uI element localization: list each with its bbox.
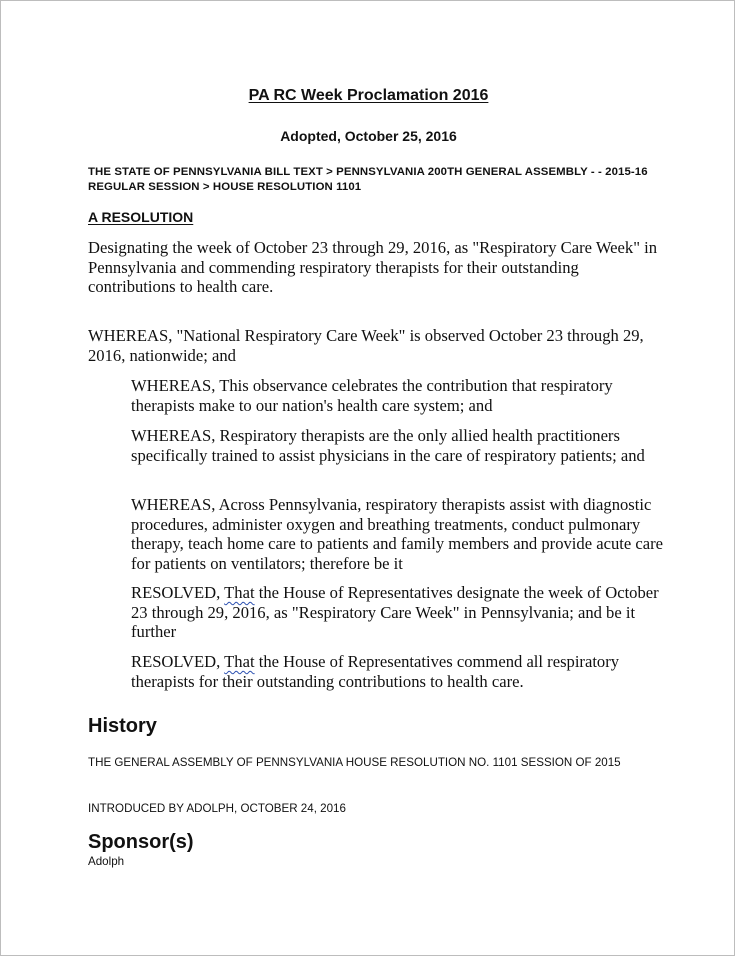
sponsor-name: Adolph <box>88 855 125 868</box>
adopted-date: Adopted, October 25, 2016 <box>280 128 457 144</box>
resolved-paragraph-1 <box>131 583 671 642</box>
bill-path: THE STATE OF PENNSYLVANIA BILL TEXT > PENNSYLVANIA 200TH GENERAL ASSEMBLY - - 2015-16 REGULAR SESSION > HOUSE RESOLUTION 1101 <box>88 166 648 193</box>
resolved-text: the House of Representatives commend all respiratory therapists for their outstanding contributions to health care. <box>131 652 620 691</box>
whereas-paragraph-2: WHEREAS, This observance celebrates the contribution that respiratory therapists make to our nation's health care system; and <box>131 376 613 415</box>
resolved-prefix: RESOLVED, <box>131 583 225 602</box>
whereas-paragraph-4: WHEREAS, Across Pennsylvania, respiratory therapists assist with diagnostic procedures, administer oxygen and breathing treatments, conduct pulmonary therapy, teach home care to patients and family members and provide acute care for patients on ventilators; therefore be it <box>131 495 663 574</box>
history-heading: History <box>88 715 157 737</box>
document-title: PA RC Week Proclamation 2016 <box>248 87 489 104</box>
sponsors-heading: Sponsor(s) <box>88 831 194 853</box>
resolved-prefix: RESOLVED, <box>131 652 225 671</box>
resolution-heading: A RESOLUTION <box>88 209 194 225</box>
whereas-paragraph-1: WHEREAS, "National Respiratory Care Week" is observed October 23 through 29, 2016, nationwide; and <box>88 326 644 365</box>
resolved-text: the House of Representatives designate the week of October 23 through 29, 2016, as "Respiratory Care Week" in Pennsylvania; and be it further <box>131 583 659 642</box>
resolved-that: That <box>224 583 255 602</box>
whereas-paragraph-3: WHEREAS, Respiratory therapists are the only allied health practitioners specifically trained to assist physicians in the care of respiratory patients; and <box>131 426 645 465</box>
resolved-that: That <box>224 652 255 671</box>
resolved-paragraph-2 <box>131 652 671 691</box>
resolution-intro: Designating the week of October 23 through 29, 2016, as "Respiratory Care Week" in Pennsylvania and commending respiratory therapists for their outstanding contributions to health care. <box>88 238 658 297</box>
introduced-by: INTRODUCED BY ADOLPH, OCTOBER 24, 2016 <box>88 802 346 815</box>
history-text: THE GENERAL ASSEMBLY OF PENNSYLVANIA HOUSE RESOLUTION NO. 1101 SESSION OF 2015 <box>88 756 621 769</box>
